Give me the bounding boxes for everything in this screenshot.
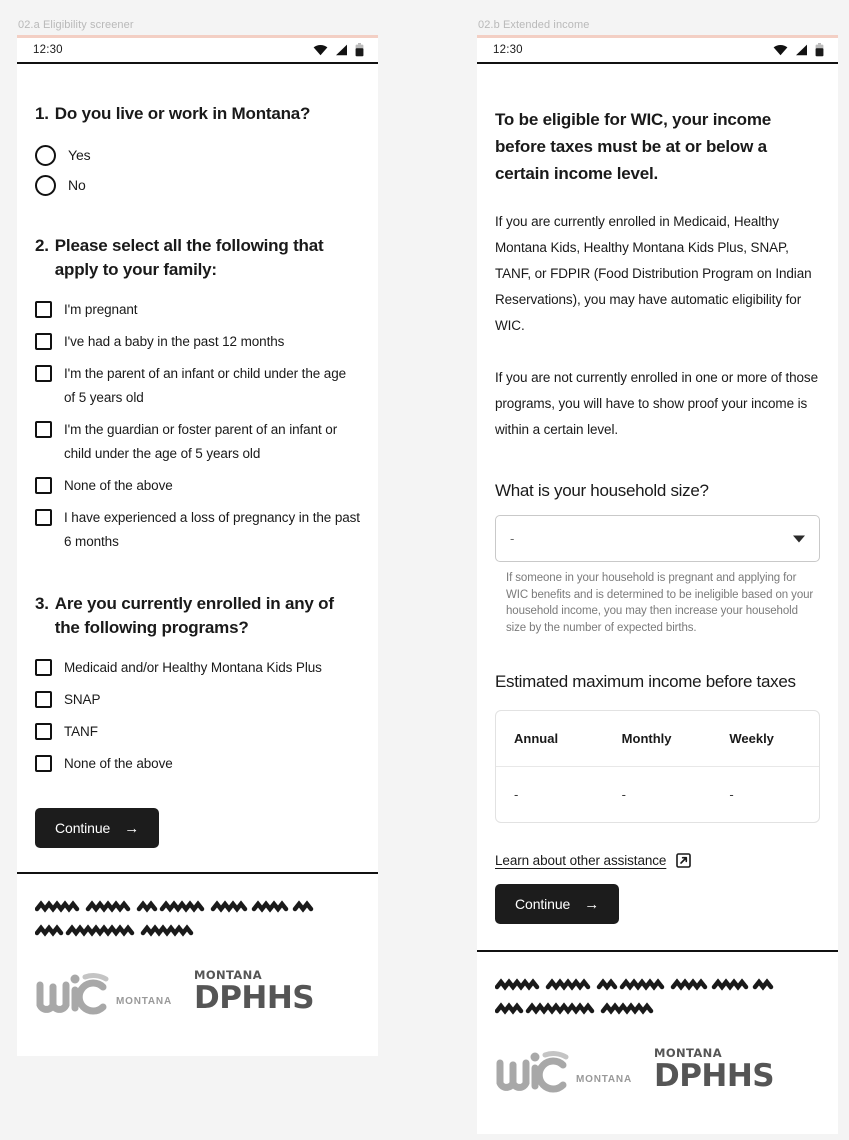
checkbox-option-label: TANF	[64, 724, 98, 739]
cellular-signal-icon	[335, 44, 348, 56]
household-size-helper-text: If someone in your household is pregnant and applying for WIC benefits and is determined to be ineligible based on your household income, you may then increase your household size by the number of expected births.	[506, 572, 814, 634]
redacted-scribble-line	[35, 924, 345, 942]
other-assistance-link-row[interactable]	[495, 853, 820, 868]
radio-option-label: No	[68, 177, 86, 193]
status-bar	[477, 38, 838, 64]
dphhs-logo-top: MONTANA	[653, 1046, 722, 1061]
other-assistance-link[interactable]: Learn about other assistance	[495, 853, 667, 868]
wic-logo-word: MONTANA	[576, 1074, 632, 1085]
footer-logos	[495, 1046, 820, 1094]
question-2-number: 2.	[35, 236, 49, 255]
checkbox-option-label: I've had a baby in the past 12 months	[64, 334, 285, 349]
frame-extended-income	[477, 18, 838, 1134]
checkbox-option[interactable]	[35, 470, 360, 502]
screener-body	[17, 64, 378, 872]
arrow-right-icon: →	[584, 895, 600, 913]
radio-option-yes[interactable]	[35, 140, 360, 170]
wic-montana-logo	[35, 968, 172, 1016]
continue-button-label: Continue	[55, 820, 111, 836]
redacted-scribble-line	[495, 978, 805, 994]
checkbox-option[interactable]	[35, 748, 360, 780]
checkbox-option-label: I have experienced a loss of pregnancy in the past 6 months	[64, 510, 360, 549]
frame-label-extended-income: 02.b Extended income	[478, 19, 590, 31]
wic-montana-logo	[495, 1046, 632, 1094]
checkbox-square-icon[interactable]	[35, 723, 52, 740]
montana-dphhs-logo	[194, 970, 314, 1014]
household-size-value: -	[510, 531, 515, 546]
checkbox-option-label: Medicaid and/or Healthy Montana Kids Plus	[64, 660, 322, 675]
table-cell-weekly: -	[729, 787, 734, 802]
wic-dot	[531, 1053, 540, 1062]
battery-icon	[355, 43, 364, 57]
external-link-icon[interactable]	[676, 853, 691, 868]
checkbox-option-label: SNAP	[64, 692, 101, 707]
checkbox-option[interactable]	[35, 414, 360, 470]
question-1-number: 1.	[35, 104, 49, 123]
checkbox-option[interactable]	[35, 294, 360, 326]
wic-mark-icon	[495, 1046, 569, 1094]
wifi-icon	[773, 44, 788, 56]
checkbox-square-icon[interactable]	[35, 477, 52, 494]
question-3-number: 3.	[35, 594, 49, 613]
income-lead-text: To be eligible for WIC, your income before taxes must be at or below a certain income level.	[495, 110, 772, 183]
continue-button[interactable]	[35, 808, 159, 848]
dphhs-logo-main: DPHHS	[193, 979, 315, 1016]
status-icons	[773, 43, 824, 57]
question-3-options	[35, 652, 360, 780]
checkbox-option-label: I'm pregnant	[64, 302, 138, 317]
frame-eligibility-screener	[17, 18, 378, 1056]
checkbox-square-icon[interactable]	[35, 421, 52, 438]
continue-button[interactable]	[495, 884, 619, 924]
question-2-options	[35, 294, 360, 558]
checkbox-option[interactable]	[35, 684, 360, 716]
question-1-text: Do you live or work in Montana?	[54, 104, 311, 123]
checkbox-square-icon[interactable]	[35, 509, 52, 526]
frame-label-eligibility: 02.a Eligibility screener	[18, 19, 134, 31]
redacted-scribble-line	[495, 1002, 805, 1020]
table-header-row	[496, 711, 819, 767]
checkbox-option-label: I'm the parent of an infant or child under the age of 5 years old	[64, 366, 347, 405]
checkbox-option[interactable]	[35, 502, 360, 558]
radio-circle-icon[interactable]	[35, 145, 56, 166]
checkbox-square-icon[interactable]	[35, 691, 52, 708]
wic-dot	[71, 975, 80, 984]
redacted-text-block	[495, 978, 820, 1020]
redacted-scribble-line	[35, 900, 345, 916]
question-1-options	[35, 140, 360, 200]
status-time: 12:30	[493, 44, 523, 56]
checkbox-option-label: I'm the guardian or foster parent of an infant or child under the age of 5 years old	[64, 422, 338, 461]
question-2-text: Please select all the following that apply to your family:	[54, 236, 324, 279]
cellular-signal-icon	[795, 44, 808, 56]
status-time: 12:30	[33, 44, 63, 56]
status-bar	[17, 38, 378, 64]
household-size-question: What is your household size?	[495, 481, 709, 500]
chevron-down-icon[interactable]	[793, 535, 805, 542]
radio-option-no[interactable]	[35, 170, 360, 200]
continue-button-label: Continue	[515, 896, 571, 912]
checkbox-option[interactable]	[35, 652, 360, 684]
wic-swoosh	[85, 976, 106, 979]
wifi-icon	[313, 44, 328, 56]
wic-logo-word: MONTANA	[116, 996, 172, 1007]
estimated-income-table	[495, 710, 820, 823]
checkbox-square-icon[interactable]	[35, 365, 52, 382]
phone-screen-extended-income	[477, 38, 838, 1134]
table-column-header: Weekly	[729, 731, 774, 746]
dphhs-logo-main: DPHHS	[653, 1057, 775, 1094]
checkbox-option-label: None of the above	[64, 478, 173, 493]
table-column-header: Monthly	[621, 731, 672, 746]
household-size-select[interactable]	[495, 515, 820, 562]
footer	[17, 872, 378, 1056]
montana-dphhs-logo	[654, 1048, 774, 1092]
checkbox-square-icon[interactable]	[35, 755, 52, 772]
wic-mark-icon	[35, 968, 109, 1016]
income-paragraph: If you are not currently enrolled in one or more of those programs, you will have to show proof your income is within a certain level.	[495, 370, 818, 437]
question-2-title	[35, 234, 360, 282]
question-block-2	[35, 234, 360, 558]
footer	[477, 950, 838, 1134]
question-1-title	[35, 102, 360, 126]
battery-icon	[815, 43, 824, 57]
checkbox-option[interactable]	[35, 358, 360, 414]
checkbox-option-label: None of the above	[64, 756, 173, 771]
question-block-1	[35, 102, 360, 200]
question-3-text: Are you currently enrolled in any of the following programs?	[54, 594, 334, 637]
income-table-heading: Estimated maximum income before taxes	[495, 672, 796, 691]
dphhs-logo-top: MONTANA	[193, 968, 262, 983]
radio-circle-icon[interactable]	[35, 175, 56, 196]
table-column-header: Annual	[514, 731, 559, 746]
footer-logos	[35, 968, 360, 1016]
income-paragraph: If you are currently enrolled in Medicaid, Healthy Montana Kids, Healthy Montana Kids Plus, SNAP, TANF, or FDPIR (Food Distribution Program on Indian Reservations), you may have automatic eligibility for WIC.	[495, 214, 812, 333]
wic-swoosh	[545, 1054, 566, 1057]
arrow-right-icon: →	[124, 819, 140, 837]
checkbox-option[interactable]	[35, 326, 360, 358]
status-icons	[313, 43, 364, 57]
question-3-title	[35, 592, 360, 640]
redacted-text-block	[35, 900, 360, 942]
income-body	[477, 64, 838, 950]
phone-screen-eligibility	[17, 38, 378, 1056]
question-block-3	[35, 592, 360, 780]
table-cell-monthly: -	[621, 787, 627, 802]
table-row	[496, 767, 819, 822]
table-cell-annual: -	[514, 787, 519, 802]
checkbox-square-icon[interactable]	[35, 333, 52, 350]
checkbox-square-icon[interactable]	[35, 301, 52, 318]
checkbox-option[interactable]	[35, 716, 360, 748]
radio-option-label: Yes	[68, 147, 91, 163]
checkbox-square-icon[interactable]	[35, 659, 52, 676]
